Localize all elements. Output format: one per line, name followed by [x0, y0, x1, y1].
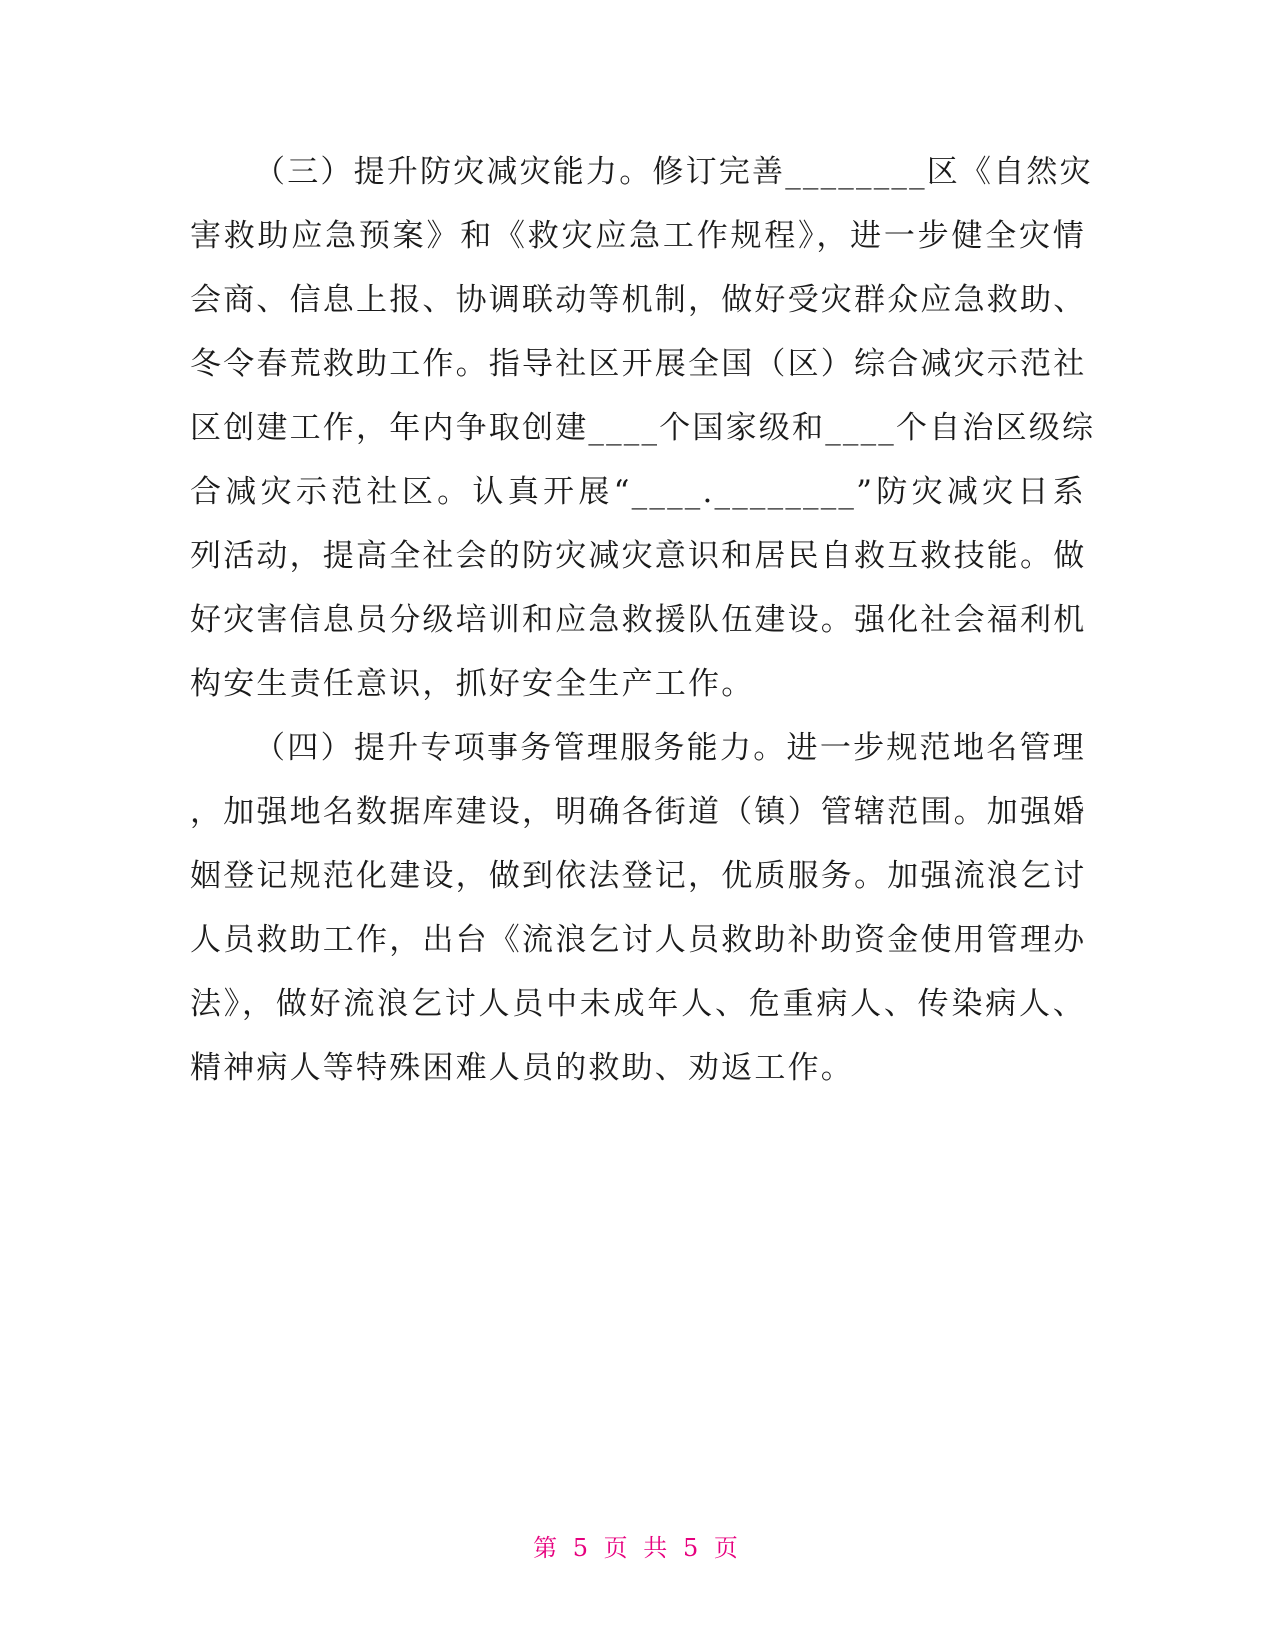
paragraph-line: 冬令春荒救助工作。指导社区开展全国（区）综合减灾示范社	[190, 346, 1087, 382]
paragraph-line: 合减灾示范社区。认真开展“____.________”防灾减灾日系	[190, 474, 1086, 510]
paragraph-3	[190, 140, 1096, 716]
paragraph-line: （四）提升专项事务管理服务能力。进一步规范地名管理	[254, 730, 1086, 766]
paragraph-line: 会商、信息上报、协调联动等机制，做好受灾群众应急救助、	[190, 282, 1087, 318]
paragraph-line: 姻登记规范化建设，做到依法登记，优质服务。加强流浪乞讨	[190, 858, 1087, 894]
paragraph-line: 害救助应急预案》和《救灾应急工作规程》，进一步健全灾情	[190, 218, 1086, 254]
paragraph-line: ，加强地名数据库建设，明确各街道（镇）管辖范围。加强婚	[190, 794, 1087, 830]
paragraph-line: 人员救助工作，出台《流浪乞讨人员救助补助资金使用管理办	[190, 922, 1087, 958]
paragraph-line: 精神病人等特殊困难人员的救助、劝返工作。	[190, 1050, 854, 1086]
paragraph-line: 法》，做好流浪乞讨人员中未成年人、危重病人、传染病人、	[190, 986, 1086, 1022]
document-body	[190, 140, 1096, 1100]
paragraph-4	[190, 716, 1086, 1100]
paragraph-line: （三）提升防灾减灾能力。修订完善________区《自然灾	[254, 154, 1093, 190]
paragraph-line: 构安生责任意识，抓好安全生产工作。	[190, 666, 755, 702]
page-number-footer: 第 5 页 共 5 页	[533, 1534, 742, 1562]
paragraph-line: 区创建工作，年内争取创建____个国家级和____个自治区级综	[190, 410, 1096, 446]
paragraph-line: 好灾害信息员分级培训和应急救援队伍建设。强化社会福利机	[190, 602, 1087, 638]
paragraph-line: 列活动，提高全社会的防灾减灾意识和居民自救互救技能。做	[190, 538, 1087, 574]
